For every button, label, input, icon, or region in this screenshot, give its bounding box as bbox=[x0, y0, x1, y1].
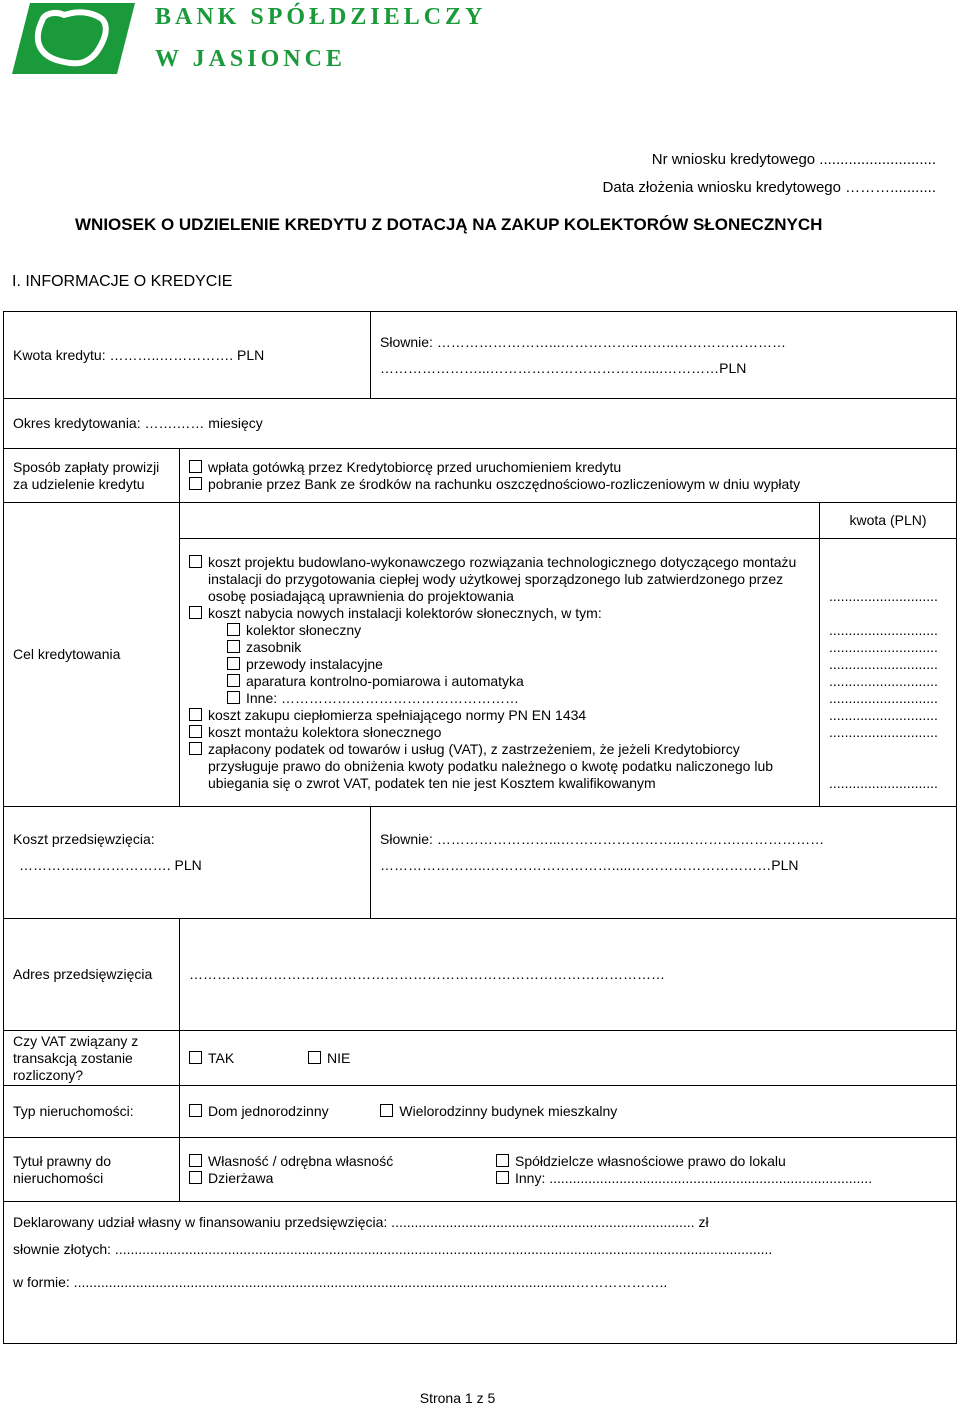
purpose-item-label: zasobnik bbox=[246, 638, 302, 655]
commission-row bbox=[4, 449, 957, 503]
loan-amount-cell[interactable] bbox=[4, 312, 371, 399]
legal-title-options bbox=[180, 1138, 957, 1202]
property-type-row bbox=[4, 1086, 957, 1138]
bank-name-line1: BANK SPÓŁDZIELCZY bbox=[155, 4, 487, 30]
purpose-item-installations[interactable] bbox=[189, 605, 810, 622]
loan-amount-words-cell[interactable] bbox=[371, 312, 957, 399]
checkbox[interactable] bbox=[227, 657, 240, 670]
commission-option-account-label: pobranie przez Bank ze środków na rachunku oszczędnościowo-rozliczeniowym w dniu wypłaty bbox=[208, 475, 801, 492]
checkbox[interactable] bbox=[227, 674, 240, 687]
property-type-block[interactable] bbox=[380, 1103, 617, 1119]
credit-info-table bbox=[3, 311, 957, 1344]
commission-option-cash-label: wpłata gotówką przez Kredytobiorcę przed uruchomieniem kredytu bbox=[208, 458, 622, 475]
checkbox[interactable] bbox=[189, 477, 202, 490]
purpose-item-mounting[interactable] bbox=[189, 724, 810, 741]
purpose-subitem-other[interactable] bbox=[189, 690, 810, 707]
legal-title-ownership[interactable] bbox=[189, 1153, 496, 1170]
amount-field[interactable]: ............................ bbox=[829, 672, 938, 689]
legal-title-row bbox=[4, 1138, 957, 1202]
commission-option-account[interactable] bbox=[189, 476, 947, 493]
purpose-label: Cel kredytowania bbox=[4, 503, 180, 807]
project-cost-label: Koszt przedsięwzięcia: bbox=[13, 831, 155, 847]
application-number-field: Nr wniosku kredytowego ............................ bbox=[651, 151, 936, 168]
purpose-item-project[interactable] bbox=[189, 554, 810, 605]
own-contribution-amount: Deklarowany udział własny w finansowaniu przedsięwzięcia: .............................................................................. zł bbox=[13, 1214, 709, 1230]
commission-label: Sposób zapłaty prowizji za udzielenie kredytu bbox=[4, 449, 180, 503]
own-contribution-form: w formie: .................................................................................................................................……………….. bbox=[13, 1274, 668, 1290]
checkbox[interactable] bbox=[189, 1171, 202, 1184]
checkbox[interactable] bbox=[189, 1104, 202, 1117]
commission-options bbox=[180, 449, 957, 503]
section-heading: I. INFORMACJE O KREDYCIE bbox=[12, 273, 233, 290]
amount-field[interactable]: ............................ bbox=[829, 774, 938, 791]
vat-label: Czy VAT związany z transakcją zostanie rozliczony? bbox=[4, 1031, 180, 1086]
purpose-subitem-automation[interactable] bbox=[189, 673, 810, 690]
amount-header: kwota (PLN) bbox=[820, 503, 957, 539]
purpose-item-label: kolektor słoneczny bbox=[246, 621, 362, 638]
form-title: WNIOSEK O UDZIELENIE KREDYTU Z DOTACJĄ NA ZAKUP KOLEKTORÓW SŁONECZNYCH bbox=[75, 215, 823, 234]
project-cost-value: …………..………………. PLN bbox=[19, 857, 202, 873]
vat-option-no[interactable] bbox=[308, 1050, 350, 1066]
property-type-label: Typ nieruchomości: bbox=[4, 1086, 180, 1138]
loan-amount-label: Kwota kredytu: ………..……………. PLN bbox=[13, 346, 265, 363]
loan-period-label: Okres kredytowania: …….…… miesięcy bbox=[13, 415, 263, 431]
checkbox[interactable] bbox=[189, 708, 202, 721]
legal-title-label: Tytuł prawny do nieruchomości bbox=[4, 1138, 180, 1202]
purpose-item-label: przewody instalacyjne bbox=[246, 655, 383, 672]
amount-field[interactable]: ............................ bbox=[829, 655, 938, 672]
purpose-item-vat[interactable] bbox=[189, 741, 810, 792]
checkbox[interactable] bbox=[189, 742, 202, 755]
checkbox[interactable] bbox=[189, 1154, 202, 1167]
project-address-label: Adres przedsięwzięcia bbox=[4, 919, 180, 1031]
checkbox[interactable] bbox=[189, 606, 202, 619]
own-contribution-words: słownie złotych: ......................................................................................................................................................................... bbox=[13, 1241, 773, 1257]
purpose-item-label: koszt nabycia nowych instalacji kolektorów słonecznych, w tym: bbox=[208, 604, 602, 621]
checkbox[interactable] bbox=[227, 623, 240, 636]
checkbox[interactable] bbox=[496, 1171, 509, 1184]
project-cost-words-line2: …………………..……………………….....…………………………PLN bbox=[380, 857, 799, 873]
amount-field[interactable]: ............................ bbox=[829, 706, 938, 723]
checkbox[interactable] bbox=[189, 460, 202, 473]
legal-title-lease[interactable] bbox=[189, 1170, 496, 1187]
loan-amount-words-line2: …………………...…………………………….....…………PLN bbox=[380, 359, 747, 376]
own-contribution-cell[interactable] bbox=[4, 1202, 957, 1344]
loan-period-row bbox=[4, 399, 957, 449]
bank-name-line2: W JASIONCE bbox=[155, 46, 346, 72]
checkbox[interactable] bbox=[496, 1154, 509, 1167]
project-cost-words-cell[interactable] bbox=[371, 807, 957, 919]
legal-title-ownership-label: Własność / odrębna własność bbox=[208, 1152, 394, 1169]
amount-field[interactable]: ............................ bbox=[829, 638, 938, 655]
purpose-subitem-collector[interactable] bbox=[189, 622, 810, 639]
legal-title-cooperative[interactable] bbox=[496, 1153, 872, 1170]
checkbox[interactable] bbox=[308, 1051, 321, 1064]
amount-field[interactable]: ............................ bbox=[829, 587, 938, 604]
purpose-header-row bbox=[4, 503, 957, 539]
legal-title-other-label: Inny: ................................................................................... bbox=[515, 1169, 873, 1186]
project-cost-cell[interactable] bbox=[4, 807, 371, 919]
project-cost-row bbox=[4, 807, 957, 919]
vat-row bbox=[4, 1031, 957, 1086]
purpose-item-label: koszt projektu budowlano-wykonawczego rozwiązania technologicznego dotyczącego montażu instalacji do przygotowania ciepłej wody użytkowej sporządzonego lub zatwierdzonego przez osobę posiadającą uprawnienia do projektowania bbox=[208, 553, 797, 604]
property-type-house-label: Dom jednorodzinny bbox=[208, 1103, 329, 1119]
amount-field[interactable]: ............................ bbox=[829, 621, 938, 638]
purpose-item-label: koszt montażu kolektora słonecznego bbox=[208, 723, 442, 740]
purpose-item-label: aparatura kontrolno-pomiarowa i automatyka bbox=[246, 672, 524, 689]
checkbox[interactable] bbox=[189, 555, 202, 568]
loan-amount-words-line1: Słownie: ……………………...……………..……..…………………… bbox=[380, 333, 787, 350]
project-address-value[interactable]: ………………………………………………………………………………………… bbox=[180, 919, 957, 1031]
purpose-subitem-tank[interactable] bbox=[189, 639, 810, 656]
legal-title-lease-label: Dzierżawa bbox=[208, 1169, 274, 1186]
bank-logo bbox=[12, 3, 135, 74]
purpose-subitem-pipes[interactable] bbox=[189, 656, 810, 673]
legal-title-cooperative-label: Spółdzielcze własnościowe prawo do lokalu bbox=[515, 1152, 786, 1169]
legal-title-other[interactable] bbox=[496, 1170, 872, 1187]
application-date-field: Data złożenia wniosku kredytowego ………........... bbox=[602, 179, 936, 196]
checkbox[interactable] bbox=[189, 1051, 202, 1064]
vat-option-yes[interactable] bbox=[189, 1050, 234, 1066]
project-cost-words-line1: Słownie: ……………………...……………………..………….……………… bbox=[380, 831, 825, 847]
property-type-block-label: Wielorodzinny budynek mieszkalny bbox=[399, 1103, 618, 1119]
vat-option-yes-label: TAK bbox=[208, 1049, 235, 1066]
purpose-items bbox=[180, 539, 820, 807]
project-address-row bbox=[4, 919, 957, 1031]
purpose-amounts bbox=[820, 539, 957, 807]
checkbox[interactable] bbox=[380, 1104, 393, 1117]
loan-period-cell[interactable] bbox=[4, 399, 957, 449]
purpose-item-label: koszt zakupu ciepłomierza spełniającego normy PN EN 1434 bbox=[208, 706, 587, 723]
checkbox[interactable] bbox=[189, 725, 202, 738]
amount-field[interactable]: ............................ bbox=[829, 689, 938, 706]
amount-field[interactable]: ............................ bbox=[829, 723, 938, 740]
purpose-item-heat-meter[interactable] bbox=[189, 707, 810, 724]
commission-option-cash[interactable] bbox=[189, 459, 947, 476]
property-type-house[interactable] bbox=[189, 1103, 329, 1119]
page-number: Strona 1 z 5 bbox=[419, 1390, 496, 1406]
purpose-header-blank bbox=[180, 503, 820, 539]
loan-amount-row bbox=[4, 312, 957, 399]
purpose-item-label: zapłacony podatek od towarów i usług (VAT), z zastrzeżeniem, że jeżeli Kredytobiorcy przysługuje prawo do obniżenia kwoty podatku należnego o kwotę podatku naliczonego lub ubiegania się o zwrot VAT, podatek ten nie jest Kosztem kwalifikowanym bbox=[208, 740, 774, 791]
checkbox[interactable] bbox=[227, 691, 240, 704]
vat-options bbox=[180, 1031, 957, 1086]
vat-option-no-label: NIE bbox=[326, 1049, 351, 1066]
own-contribution-row bbox=[4, 1202, 957, 1344]
purpose-item-label: Inne: …………………………………………… bbox=[246, 689, 520, 706]
checkbox[interactable] bbox=[227, 640, 240, 653]
property-type-options bbox=[180, 1086, 957, 1138]
